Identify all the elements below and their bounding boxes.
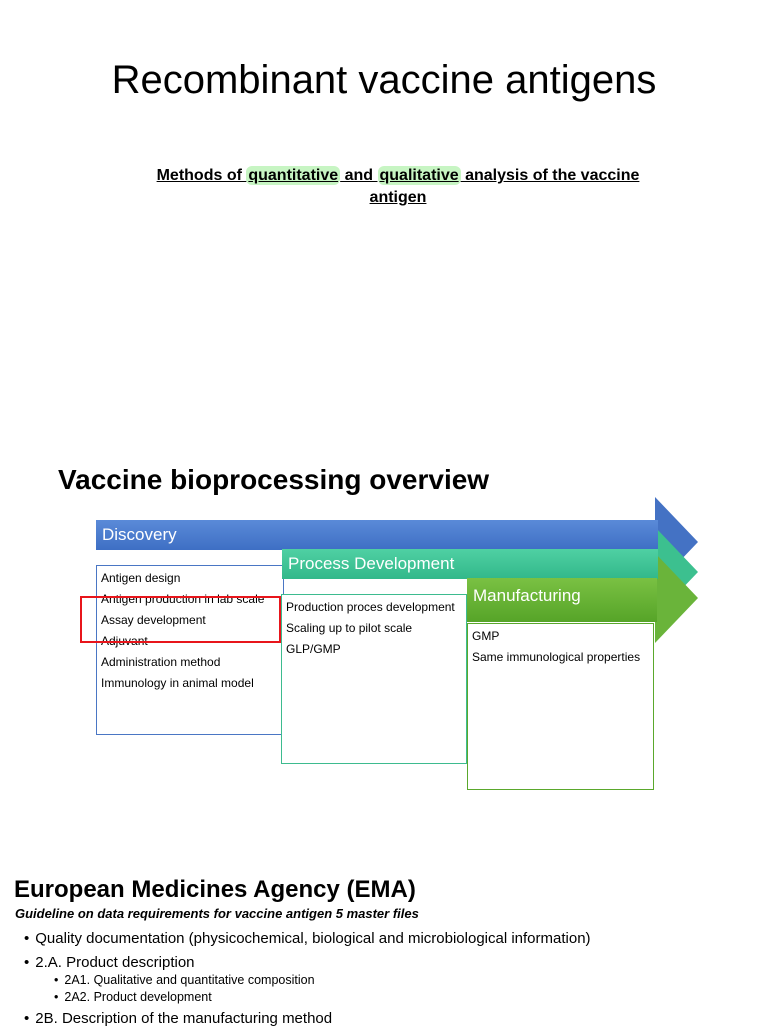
process-development-items <box>281 594 467 764</box>
subtitle-text-2: and <box>340 167 378 184</box>
stage-label: Process Development <box>288 554 455 573</box>
bullet-item: • 2.A. Product description <box>24 954 195 971</box>
list-item: Immunology in animal model <box>101 676 254 690</box>
slide-title: Recombinant vaccine antigens <box>111 58 657 102</box>
ema-subtitle: Guideline on data requirements for vaccine antigen 5 master files <box>15 906 419 921</box>
list-item: Assay development <box>101 613 206 627</box>
discovery-items <box>96 565 284 735</box>
ema-title: European Medicines Agency (EMA) <box>14 876 416 903</box>
bullet-item: • 2B. Description of the manufacturing method <box>24 1010 332 1027</box>
list-item: Antigen design <box>101 571 181 585</box>
highlight-box <box>80 596 281 643</box>
list-item: GMP <box>472 629 500 643</box>
list-item: GLP/GMP <box>286 642 341 656</box>
stage-label: Manufacturing <box>473 586 581 605</box>
bullet-item: • Quality documentation (physicochemical, biological and microbiological information) <box>24 930 591 947</box>
sub-bullet-item: • 2A2. Product development <box>54 990 212 1004</box>
stage-manufacturing <box>467 578 657 622</box>
subtitle-text-3: analysis of the vaccine antigen <box>369 167 640 206</box>
stage-discovery <box>96 520 658 550</box>
list-item: Adjuvant <box>101 634 148 648</box>
sub-bullet-item: • 2A1. Qualitative and quantitative composition <box>54 973 315 987</box>
list-item: Same immunological properties <box>472 650 641 664</box>
highlight-qualitative: qualitative <box>379 167 459 184</box>
subtitle-text-1: Methods of <box>156 167 247 184</box>
manufacturing-items <box>467 623 654 790</box>
list-item: Administration method <box>101 655 221 669</box>
bioprocessing-title: Vaccine bioprocessing overview <box>58 464 490 495</box>
stage-process-development <box>282 549 658 579</box>
stage-label: Discovery <box>102 525 177 544</box>
list-item: Production proces development <box>286 600 455 614</box>
highlight-quantitative: quantitative <box>248 167 339 184</box>
list-item: Scaling up to pilot scale <box>286 621 413 635</box>
list-item: Antigen production in lab scale <box>101 592 265 606</box>
